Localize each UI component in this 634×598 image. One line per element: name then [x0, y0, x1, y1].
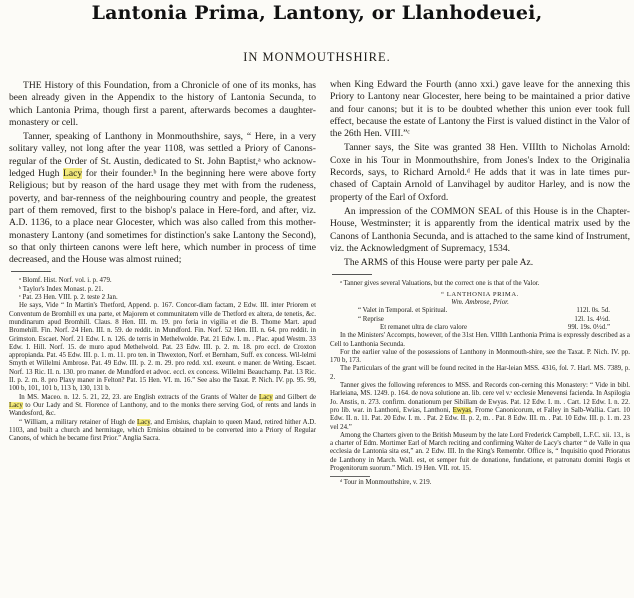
- footnote-divider: [332, 274, 372, 275]
- page-subtitle: IN MONMOUTHSHIRE.: [243, 50, 391, 64]
- valor-label: “ Valet in Temporal. et Spiritual.: [358, 307, 448, 315]
- valor-row: [330, 324, 630, 332]
- footnote-tour: ᵈ Tour in Monmouthshire, v. 219.: [340, 479, 432, 487]
- footnote-ministers: In the Ministers' Accompts, however, of the 31st Hen. VIIIth Lanthonia Prima is expressly described as a Cell to Lanthonia Secunda.: [330, 332, 630, 348]
- footnote-e-text-b: and Gilbert de: [272, 393, 316, 401]
- valor-value: 112l. 0s. 5d.: [576, 307, 610, 315]
- valor-block: [330, 291, 630, 332]
- footnote-earlier-value: For the earlier value of the possessions of Lanthony in Monmouth-shire, see the Taxat. P. Nich. IV. pp. 170 b, 173.: [330, 348, 630, 365]
- left-column: [9, 80, 316, 443]
- footnote-divider: [330, 476, 370, 477]
- valor-label: “ Reprise: [358, 315, 384, 323]
- footnote-tanner-valuations: ᵃ Tanner gives several Valuations, but the correct one is that of the Valor.: [340, 280, 540, 288]
- paragraph-site: Tanner says, the Site was granted 38 Hen. VIIIth to Nicholas Arnold: Coxe in his Tour in Monmouthshire, from Jones's Index to the Originalia Records, says, to Richard Arnold.ᵈ He adds that it was in late times pur-chased of Captain Arnold of Lanvihagel by auditor Harley, and is now the property of the Earl of Oxford.: [330, 142, 630, 203]
- footnote-records: [330, 382, 630, 432]
- footnote-e-text-c: to Our Lady and St. Florence of Lanthony, and to the monks there serving God, of rents and lands in Wandesford, &c.: [9, 401, 316, 418]
- footnote-d: He says, Vide “ In Martin's Thetford, Append. p. 167. Concor-diam factam, 2 Edw. III. inter Priorem et Conventum de Bromhill ex una parte, et Majorem et communitatem ville de Thetford ex altera, de tenetis, &c. mundinarum apud Bromhill. Claus. 8 Hen. III. m. 19. pro feria in vigilia et die B. Thome Mart. apud Bromehill. Fin. Norf. 24 Hen. III. n. 59. de reddit. in Mundford. Fin. Norf. 52 Hen. III. n. 64. pro reddit. in Grimston. Escaet. Norf. 21 Edw. I. n. 126. de terris in Methelwolde. Pat. 21 Edw. I. m. . Plac. apud Westm. 33 Edw. I. Hill. Norf. 15. de muro apud Methelwold. Pat. 23 Edw. III. p. 2. m. 18. pro eccl. de Croxton appropianda. Pat. 45 Edw. III. p. 1. m. 11. pro ten. in Thwexton, Norf. et Bernham, Suff. ex concess. Wil-lelmi Smyth et Willelmi Ambrose. Pat. 49 Edw. III. p. 2. m. 29. pro redd. xxl. exeunt. e maner. de Weting. Escaet. Norf. 13 Ric. II. n. 130. pro maner. de Mundford et advoc. eccl. ex concess. Willelmi Beauchamp. Pat. 13 Ric. II. p. 2. m. 8. pro Plaxy maner in Felton? Pat. 15 Hen. VI. m. 16.” See also the Taxat. P. Nich. IV. pp. 95. 99, 100 b, 101, 101 b, 113 b, 130, 131 b.: [9, 302, 316, 393]
- page-title: Lantonia Prima, Lantony, or Llanhodeuei,: [91, 2, 543, 24]
- footnote-divider: [11, 271, 51, 272]
- highlight-lacy: Lacy: [136, 418, 151, 426]
- valor-value: 99l. 19s. 0½d.”: [567, 323, 610, 331]
- paragraph-edward: when King Edward the Fourth (anno xxi.) gave leave for the annexing this Priory to Lantony near Glocester, here being to be maintained a prior dative and four canons; but it is to be doubted whether this union ever took full effect, because the estate of Lantony the First is valued distinct in the Valor of the 26th Hen. VIII.”ᶜ: [330, 79, 630, 140]
- paragraph-arms: The ARMS of this House were party per pale Az.: [344, 257, 534, 269]
- paragraph-seal: An impression of the COMMON SEAL of this House is in the Chapter-House, Westminster; it is apparently from the identical matrix used by the Canons of Lanthonia Secunda, and is attached to the same kind of Instrument, viz. the Acknowledgment of Supremacy, 1534.: [330, 205, 630, 254]
- paragraph-tanner-text-a: Tanner, speaking of Lanthony in Monmouthshire, says, “ Here, in a very solitary valley, not long after the year 1108, was settled a Priory of Canons-regular of the Order of St. Austin, dedicated to St. John Baptist,ᵃ who acknow-ledged Hugh: [9, 131, 316, 180]
- footnote-a: ᵃ Blomf. Hist. Norf. vol. i. p. 479.: [19, 277, 112, 285]
- highlight-lacy: Lacy: [63, 168, 83, 180]
- footnote-c: ᶜ Pat. 23 Hen. VIII. p. 2. teste 2 Jan.: [19, 294, 118, 302]
- footnote-f-text-a: “ William, a military retainer of Hugh de: [19, 418, 137, 426]
- valor-heading: “ LANTHONIA PRIMA.: [440, 290, 519, 298]
- footnote-f: [9, 419, 316, 444]
- right-column: [330, 79, 630, 488]
- footnote-b: ᵇ Taylor's Index Monast. p. 21.: [19, 285, 104, 293]
- highlight-ewyas: Ewyas: [452, 406, 472, 414]
- paragraph-tanner-text-b: for their founder.ᵇ In the beginning here were above forty Religious; but by reason of the hard usage they met with from the rudeness, poverty, and bar-renness of the neighbouring country and people, the greatest part of them removed, first to the bishop's palace in Here-ford, and after, viz. A.D. 1136, to a place near Glocester, which was also called from this mother-monastery Lantony (and sometimes for distinction's sake Lantony the Second), so that only thirteen canons were left here, which number in process of time decreased, and the House was almost ruined;: [9, 168, 316, 266]
- footnote-e-text-a: In MS. Maceo. n. 12. 5. 21, 22, 23. are English extracts of the Grants of Walter de: [19, 393, 259, 401]
- valor-row: [330, 316, 630, 324]
- footnote-records-text-b: , Frome Canonicorum, et Falley in Salb-Wallia. Cart. 10 Edw. II. n. 11. Pat. 20 Edw. I. m. . Pat. 2 Edw. II. p. 2, m. . Pat. 8 Edw. III. m. . Pat. 10 Edw. III. p. 1. m. 23 vel 24.”: [330, 406, 630, 431]
- highlight-lacy: Lacy: [258, 393, 273, 401]
- footnote-f-text-b: , and Ernisius, chaplain to queen Maud, retired hither A.D. 1103, and built a church and hermitage, which Ernisius obtained to be converted into a Priory of Regular Canons, of which he became first Prior.” Anglia Sacra.: [9, 418, 316, 443]
- paragraph-tanner: [9, 131, 316, 266]
- footnote-records-text-a: Tanner gives the following references to MSS. and Records con-cerning this Monastery: “ Vide in bibl. Harleiana, MS. 1249. p. 164. de nova solutione an. lib. cere vel v.ˢ ecclesie Menevensi facienda. In Aspilogia Jo. Anstis, n. 273. confirm. donationum per Sibillam de Ewyas. Pat. 12 Edw. I. m. . Cart. 12 Edw. I. n. 22. pro lib. war. in Lanthoni, Ewias, Lanthoni,: [330, 382, 630, 414]
- valor-row: [330, 307, 630, 315]
- valor-prior: Wm. Ambrose, Prior.: [451, 299, 509, 307]
- footnote-e: [9, 394, 316, 419]
- paragraph-history: THE History of this Foundation, from a Chronicle of one of its monks, has been already given in the Appendix to the history of Lantonia Secunda, to which Lantonia Prima, though first a parent, afterwards becomes a daughter-monastery or cell.: [9, 80, 316, 128]
- footnote-charters: Among the Charters given to the British Museum by the late Lord Frederick Campbell, L.F.C. xii. 13., is a charter of Edm. Mortimer Earl of March reciting and confirming Walter de Lacy's charter “ de Valle in qua ecclesia de Lantonia sita est,” an. 2 Edw. III. In the King's Remembr. Office is, “ Inquisitio quod Prioratus de Lanthony in March. Wall. est, et semper fuit de donatione, fundatione, et patronatu domini Regis et Progenitorum suorum.” Mich. 19 Hen. VII. rot. 15.: [330, 431, 630, 472]
- valor-value: 12l. 1s. 4½d.: [574, 315, 610, 323]
- highlight-lacy: Lacy: [9, 401, 23, 409]
- valor-label: Et remanet ultra de claro valore: [380, 323, 468, 331]
- footnote-particulars: The Particulars of the grant will be found recited in the Har-leian MSS. 4316, fol. 7. Harl. MS. 7389, p. 2.: [330, 365, 630, 381]
